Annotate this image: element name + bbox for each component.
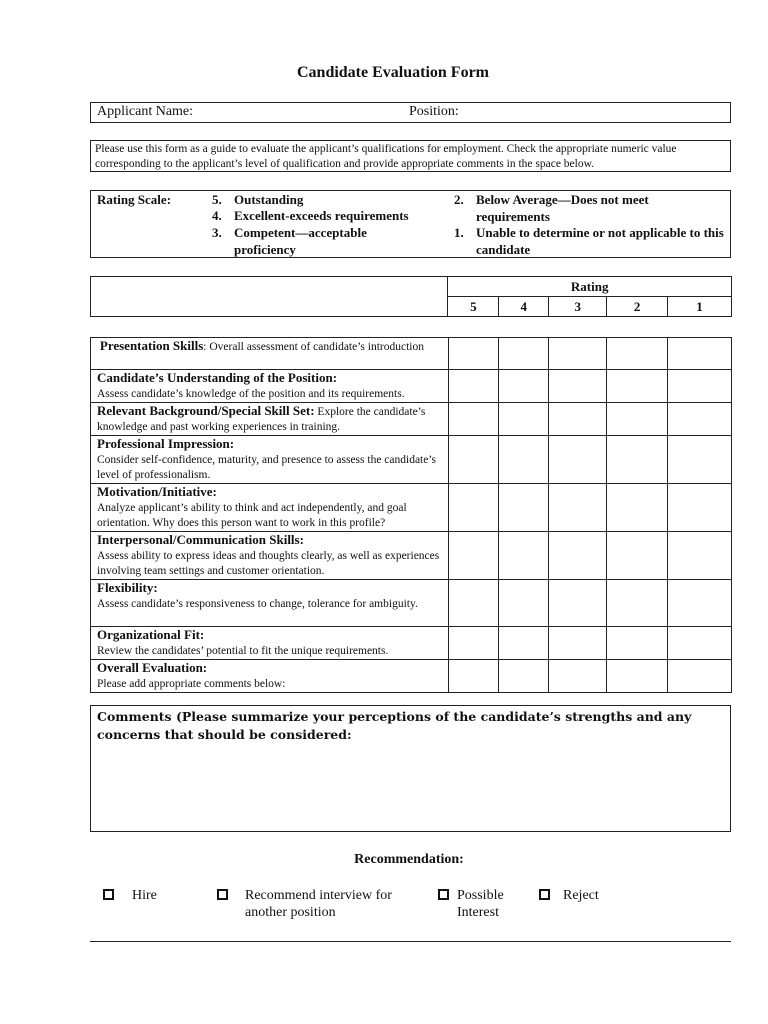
rating-cell-2[interactable] (607, 370, 668, 403)
position-label: Position: (409, 104, 459, 119)
rating-cell-2[interactable] (607, 580, 668, 627)
rating-column-1: 1 (668, 297, 732, 317)
rating-cell-1[interactable] (668, 660, 732, 693)
applicant-info-box (90, 102, 731, 123)
checkbox-icon[interactable] (438, 889, 449, 900)
checkbox-icon[interactable] (539, 889, 550, 900)
rating-column-4: 4 (499, 297, 549, 317)
rating-cell-2[interactable] (607, 403, 668, 436)
criteria-title: Motivation/Initiative: (97, 484, 217, 499)
criteria-description (91, 338, 449, 370)
criteria-description (91, 627, 449, 660)
form-title: Candidate Evaluation Form (296, 64, 489, 81)
criteria-description (91, 580, 449, 627)
criteria-title: Overall Evaluation: (97, 660, 208, 675)
rating-cell-4[interactable] (499, 370, 549, 403)
criteria-title: Flexibility: (97, 580, 158, 595)
criteria-title: Presentation Skills (99, 338, 204, 353)
criteria-text: Explore the candidate’s knowledge and past working experiences in training. (97, 406, 426, 433)
rating-cell-1[interactable] (668, 436, 732, 484)
rating-cell-1[interactable] (668, 484, 732, 532)
criteria-description (91, 403, 449, 436)
criteria-row (91, 660, 732, 693)
applicant-name-label: Applicant Name: (97, 104, 194, 119)
rating-header-table (90, 276, 732, 317)
criteria-title: Professional Impression: (97, 436, 235, 451)
criteria-row (91, 484, 732, 532)
criteria-text: Analyze applicant’s ability to think and act independently, and goal orientation. Why does this person want to work in this profile? (97, 502, 407, 529)
comments-box[interactable] (90, 705, 731, 832)
criteria-title: Candidate’s Understanding of the Position: (97, 370, 338, 385)
criteria-text: Review the candidates’ potential to fit the unique requirements. (97, 645, 389, 657)
rating-cell-4[interactable] (499, 660, 549, 693)
rating-header-blank (91, 277, 448, 317)
rating-scale-label: Rating Scale: (97, 192, 172, 207)
rating-cell-1[interactable] (668, 403, 732, 436)
criteria-text: Consider self-confidence, maturity, and presence to assess the candidate’s level of professionalism. (97, 454, 437, 481)
rating-cell-2[interactable] (607, 338, 668, 370)
comments-label: Comments (Please summarize your perceptions of the candidate’s strengths and any concerns that should be considered: (97, 709, 692, 742)
criteria-title: Relevant Background/Special Skill Set: (97, 403, 315, 418)
bottom-divider (90, 941, 731, 942)
criteria-description (91, 370, 449, 403)
rating-cell-5[interactable] (448, 484, 499, 532)
rating-column-5: 5 (448, 297, 499, 317)
recommendation-hire[interactable]: Hire (103, 887, 213, 923)
recommendation-interview-other[interactable]: Recommend interview for another position (217, 887, 432, 923)
criteria-row (91, 403, 732, 436)
rating-cell-2[interactable] (607, 532, 668, 580)
rating-cell-5[interactable] (448, 580, 499, 627)
criteria-text: Please add appropriate comments below: (97, 678, 286, 690)
rating-cell-4[interactable] (499, 338, 549, 370)
rating-column-3: 3 (549, 297, 607, 317)
rating-cell-3[interactable] (549, 370, 607, 403)
criteria-text: Assess ability to express ideas and thoughts clearly, as well as experiences involving team settings and customer orientation. (97, 550, 440, 577)
rating-cell-3[interactable] (549, 627, 607, 660)
criteria-description (91, 660, 449, 693)
criteria-row (91, 627, 732, 660)
rating-cell-1[interactable] (668, 338, 732, 370)
rating-cell-5[interactable] (448, 660, 499, 693)
rating-cell-4[interactable] (499, 484, 549, 532)
rating-cell-3[interactable] (549, 338, 607, 370)
rating-header-label: Rating (448, 277, 732, 297)
rating-cell-1[interactable] (668, 627, 732, 660)
rating-cell-2[interactable] (607, 660, 668, 693)
rating-cell-2[interactable] (607, 436, 668, 484)
rating-cell-4[interactable] (499, 403, 549, 436)
criteria-text: Assess candidate’s responsiveness to change, tolerance for ambiguity. (97, 598, 418, 610)
rating-cell-5[interactable] (448, 627, 499, 660)
rating-cell-1[interactable] (668, 532, 732, 580)
criteria-description (91, 436, 449, 484)
rating-cell-3[interactable] (549, 436, 607, 484)
recommendation-possible-interest[interactable]: Possible Interest (438, 887, 533, 923)
checkbox-icon[interactable] (217, 889, 228, 900)
rating-cell-5[interactable] (448, 532, 499, 580)
criteria-row (91, 532, 732, 580)
rating-cell-1[interactable] (668, 580, 732, 627)
rating-cell-2[interactable] (607, 627, 668, 660)
criteria-text: Assess candidate’s knowledge of the position and its requirements. (97, 388, 405, 400)
rating-cell-4[interactable] (499, 580, 549, 627)
rating-cell-3[interactable] (549, 532, 607, 580)
criteria-row (91, 338, 732, 370)
rating-cell-2[interactable] (607, 484, 668, 532)
instructions-box: Please use this form as a guide to evaluate the applicant’s qualifications for employment. Check the appropriate numeric value corresponding to the applicant’s level of qualification and provide appropriate comments in the space below. (90, 140, 731, 172)
criteria-text: : Overall assessment of candidate’s introduction (203, 341, 424, 353)
rating-scale-box: Rating Scale: 5. Outstanding 4. Excellent-exceeds requirements 3. Competent—acceptable proficiency 2. Below Average—Does not meet requirements 1. Unable to determine or not applicable to this candidate (90, 190, 731, 258)
rating-cell-1[interactable] (668, 370, 732, 403)
rating-column-2: 2 (607, 297, 668, 317)
criteria-row (91, 370, 732, 403)
rating-cell-3[interactable] (549, 403, 607, 436)
rating-cell-4[interactable] (499, 627, 549, 660)
criteria-row (91, 580, 732, 627)
rating-cell-5[interactable] (448, 338, 499, 370)
rating-cell-5[interactable] (448, 370, 499, 403)
rating-cell-3[interactable] (549, 580, 607, 627)
criteria-row (91, 436, 732, 484)
criteria-description (91, 532, 449, 580)
recommendation-reject[interactable]: Reject (539, 887, 639, 923)
rating-cell-4[interactable] (499, 436, 549, 484)
rating-cell-3[interactable] (549, 660, 607, 693)
criteria-description (91, 484, 449, 532)
checkbox-icon[interactable] (103, 889, 114, 900)
criteria-table (90, 337, 732, 693)
rating-cell-5[interactable] (448, 436, 499, 484)
rating-cell-4[interactable] (499, 532, 549, 580)
rating-cell-3[interactable] (549, 484, 607, 532)
rating-cell-5[interactable] (448, 403, 499, 436)
criteria-title: Interpersonal/Communication Skills: (97, 532, 304, 547)
criteria-title: Organizational Fit: (97, 627, 205, 642)
recommendation-title: Recommendation: (354, 852, 464, 867)
